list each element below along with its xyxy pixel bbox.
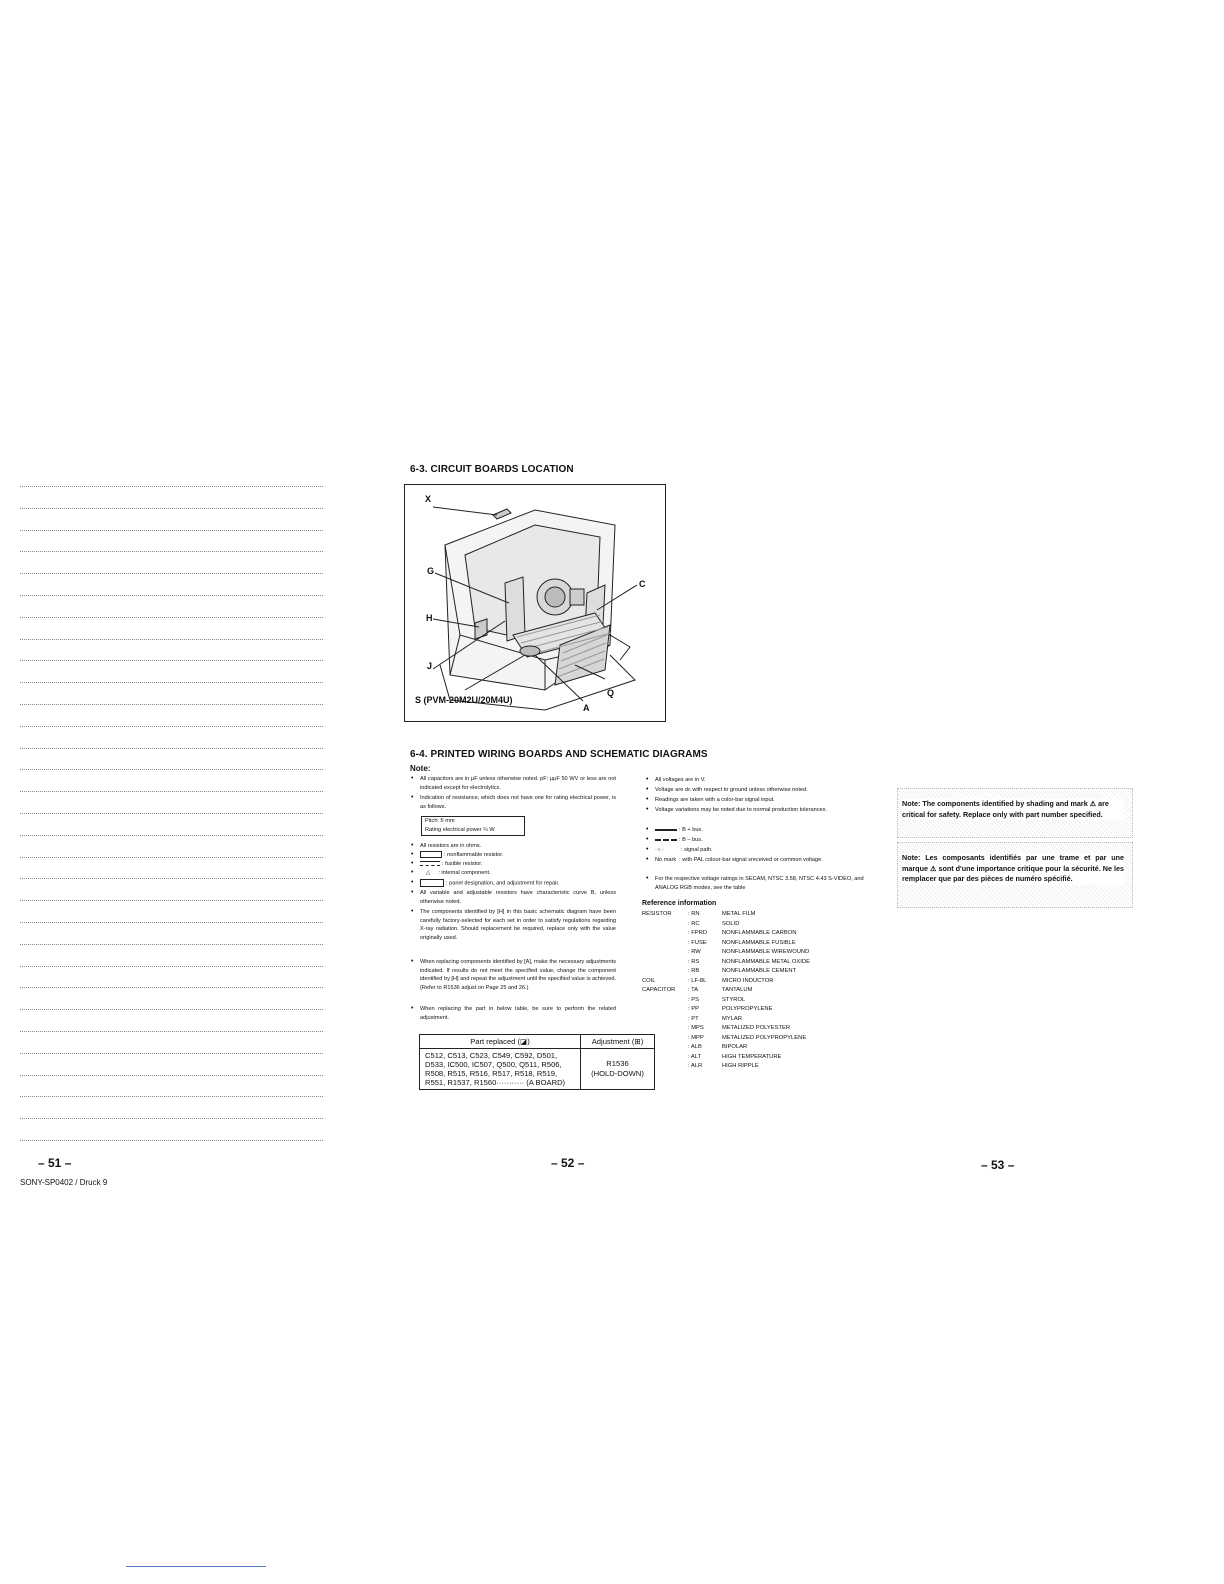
reference-desc: TANTALUM — [722, 987, 753, 993]
ruled-line — [20, 987, 323, 988]
safety-caution-french: Note: Les composants identifiés par une trame et par une marque ⚠ sont d'une importance critique pour la sécurité. Ne les remplacer que par des pièces de numéro spécifié. — [897, 842, 1133, 908]
reference-row — [642, 967, 892, 977]
note-capacitors: • All capacitors are in μF unless otherwise noted. pF: μμF 50 WV or less are not indicated except for electrolytics. — [411, 775, 616, 791]
section-6-3-title: 6-3. CIRCUIT BOARDS LOCATION — [410, 464, 574, 475]
reference-desc: METALIZED POLYESTER — [722, 1025, 791, 1031]
reference-table — [642, 910, 892, 1080]
page-number-52: – 52 – — [551, 1156, 585, 1170]
ruled-line — [20, 530, 323, 531]
reference-code: : PS — [688, 996, 699, 1003]
page-number-51: – 51 – — [38, 1156, 72, 1170]
reference-code: : TA — [688, 987, 699, 993]
note-fusible: • : fusible resistor. — [411, 860, 483, 867]
ruled-line — [20, 769, 323, 770]
table-cell-parts: C512, C513, C523, C549, C592, D501, D533, IC500, IC507, Q500, Q511, R506, R508, R515, R516, R517, R518, R519, R551, R1537, R1560··········· (A BOARD) — [420, 1049, 581, 1090]
reference-code: : ALB — [688, 1044, 702, 1050]
table-header-adjustment: Adjustment (⊞) — [581, 1035, 655, 1049]
label-x: X — [425, 494, 432, 504]
reference-code: : FUSE — [688, 939, 707, 946]
b-minus-line-icon — [655, 839, 677, 841]
ruled-line — [20, 660, 323, 661]
label-g: G — [427, 566, 435, 576]
reference-desc: NONFLAMMABLE CEMENT — [722, 968, 797, 974]
page-number-53: – 53 – — [981, 1158, 1015, 1172]
reference-row — [642, 977, 892, 987]
label-a: A — [583, 703, 590, 713]
reference-desc: MICRO INDUCTOR — [722, 977, 774, 984]
ruled-line — [20, 1009, 323, 1010]
reference-group: COIL — [642, 977, 656, 984]
ruled-line — [20, 595, 323, 596]
note-secam-ntsc: • For the respective voltage ratings in SECAM, NTSC 3.58, NTSC 4.43 S-VIDEO, and ANALOG RGB modes, see the table — [646, 875, 864, 891]
ruled-line — [20, 1075, 323, 1076]
reference-desc: SOLID — [722, 920, 740, 927]
reference-code: : RC — [688, 920, 700, 927]
note-readings: • Readings are taken with a color-bar signal input. — [646, 796, 775, 803]
note-voltages: • All voltages are in V. — [646, 776, 706, 783]
reference-row — [642, 1043, 892, 1053]
reference-row — [642, 910, 892, 920]
ruled-line — [20, 944, 323, 945]
ruled-line — [20, 1053, 323, 1054]
reference-desc: METAL FILM — [722, 911, 756, 917]
reference-row — [642, 948, 892, 958]
note-table-intro: • When replacing the part in below table, be sure to perform the related adjustment. — [411, 1005, 616, 1021]
reference-row — [642, 1053, 892, 1063]
note-variations: • Voltage variations may be noted due to normal production tolerances. — [646, 806, 827, 813]
ruled-line — [20, 508, 323, 509]
section-6-4-title: 6-4. PRINTED WIRING BOARDS AND SCHEMATIC DIAGRAMS — [410, 749, 708, 760]
ruled-line — [20, 966, 323, 967]
reference-code: : LF-8L — [688, 977, 707, 984]
note-dc-voltage: • Voltage are dc with respect to ground unless otherwise noted. — [646, 786, 808, 793]
note-b-plus: • : B + bus. — [646, 826, 703, 833]
note-nonflammable: • : nonflammable resistor. — [411, 851, 504, 858]
reference-row — [642, 986, 892, 996]
label-s-model: S (PVM-20M2U/20M4U) — [415, 695, 513, 705]
reference-row — [642, 920, 892, 930]
ruled-line — [20, 682, 323, 683]
ruled-line — [20, 878, 323, 879]
reference-code: : ALT — [688, 1053, 702, 1060]
note-resistance: • Indication of resistance, which does not have one for rating electrical power, is as follows. — [411, 794, 616, 810]
reference-group: CAPACITOR — [642, 987, 676, 993]
ruled-line — [20, 1096, 323, 1097]
note-variable-resistors: • All variable and adjustable resistors have characteristic curve B, unless otherwise noted. — [411, 889, 616, 905]
ruled-line — [20, 639, 323, 640]
reference-row — [642, 996, 892, 1006]
reference-row — [642, 1034, 892, 1044]
monitor-illustration — [405, 485, 665, 721]
parts-adjustment-table — [419, 1034, 655, 1090]
ruled-line — [20, 835, 323, 836]
footer-code: SONY-SP0402 / Druck 9 — [20, 1178, 108, 1187]
ruled-line — [20, 900, 323, 901]
label-j: J — [427, 661, 433, 671]
ruled-line — [20, 726, 323, 727]
label-q: Q — [607, 688, 615, 698]
table-cell-adjustment: R1536 (HOLD-DOWN) — [581, 1049, 655, 1090]
triangle-icon: △ — [426, 870, 431, 876]
pitch-text: Pitch: 5 mm — [425, 818, 455, 824]
reference-row — [642, 929, 892, 939]
signal-arrow-icon: ⇢▷ — [655, 847, 664, 853]
note-adjustments: • When replacing components identified by [A], make the necessary adjustments indicated. If results do not meet the specified value, change the component identified by [H] and repeat the adjustment until the specified value is achieved. (Refer to R1536 adjust on Page 25 and 26.) — [411, 958, 616, 991]
reference-desc: HIGH RIPPLE — [722, 1063, 759, 1069]
reference-row — [642, 958, 892, 968]
note-b-minus: • : B – bus. — [646, 836, 703, 843]
note-xray: • The components identified by [H] in this basic schematic diagram have been carefully factory-selected for each set in order to satisfy regulations regarding X-ray radiation. Should replacement be required, replace only with the value originally used. — [411, 908, 616, 941]
table-header-parts: Part replaced (◪) — [420, 1035, 581, 1049]
reference-row — [642, 1024, 892, 1034]
ruled-line — [20, 791, 323, 792]
note-no-mark: • No mark : with PAL colour-bar signal sreceived or common voltage. — [646, 856, 823, 863]
ruled-line — [20, 551, 323, 552]
ruled-line — [20, 573, 323, 574]
note-signal-path: • ⇢▷ : signal path. — [646, 846, 713, 853]
reference-code: : RW — [688, 949, 701, 955]
ruled-line — [20, 813, 323, 814]
reference-code: : PT — [688, 1015, 699, 1022]
b-plus-line-icon — [655, 829, 677, 831]
reference-desc: NONFLAMMABLE METAL OXIDE — [722, 958, 810, 965]
reference-desc: POLYPROPYLENE — [722, 1006, 773, 1012]
circuit-boards-figure — [404, 484, 666, 722]
ruled-line — [20, 1031, 323, 1032]
reference-group: RESISTOR — [642, 911, 672, 917]
reference-code: : RN — [688, 911, 700, 917]
safety-caution-english: Note: The components identified by shading and mark ⚠ are critical for safety. Replace only with part number specified. — [897, 788, 1133, 838]
reference-code: : ALR — [688, 1063, 703, 1069]
reference-code: : RS — [688, 958, 700, 965]
reference-row — [642, 1015, 892, 1025]
ruled-line — [20, 1140, 323, 1141]
reference-code: : RB — [688, 968, 700, 974]
panel-box-icon — [420, 879, 444, 887]
note-internal: • △ : internal component. — [411, 869, 491, 876]
bottom-divider — [126, 1566, 266, 1567]
reference-desc: MYLAR — [722, 1015, 742, 1022]
reference-desc: HIGH TEMPERATURE — [722, 1053, 782, 1060]
ruled-line — [20, 704, 323, 705]
ruled-line — [20, 922, 323, 923]
reference-code: : MPP — [688, 1034, 704, 1041]
ruled-line — [20, 857, 323, 858]
reference-title: Reference information — [642, 900, 717, 907]
ruled-line — [20, 486, 323, 487]
ruled-line — [20, 1118, 323, 1119]
ruled-line — [20, 617, 323, 618]
pitch-rating-box — [421, 816, 525, 836]
reference-row — [642, 1005, 892, 1015]
reference-desc: METALIZED POLYPROPYLENE — [722, 1034, 807, 1041]
fusible-symbol-icon — [420, 861, 440, 866]
reference-row — [642, 1062, 892, 1072]
ruled-line — [20, 748, 323, 749]
label-c: C — [639, 579, 646, 589]
note-heading: Note: — [410, 764, 431, 773]
reference-desc: NONFLAMMABLE WIREWOUND — [722, 949, 810, 955]
reference-desc: STYROL — [722, 996, 746, 1003]
note-panel: • : panel designation, and adjustment for repair. — [411, 879, 560, 887]
label-h: H — [426, 613, 433, 623]
reference-code: : MPS — [688, 1025, 704, 1031]
note-ohms: • All resistors are in ohms. — [411, 842, 482, 849]
reference-desc: NONFLAMMABLE CARBON — [722, 930, 797, 936]
reference-row — [642, 939, 892, 949]
reference-code: : PP — [688, 1006, 699, 1012]
nonflammable-symbol-icon — [420, 851, 442, 858]
reference-code: : FPRD — [688, 930, 708, 936]
rating-text: Rating electrical power ¼ W — [425, 827, 495, 833]
reference-desc: NONFLAMMABLE FUSIBLE — [722, 939, 796, 946]
reference-desc: BIPOLAR — [722, 1044, 748, 1050]
